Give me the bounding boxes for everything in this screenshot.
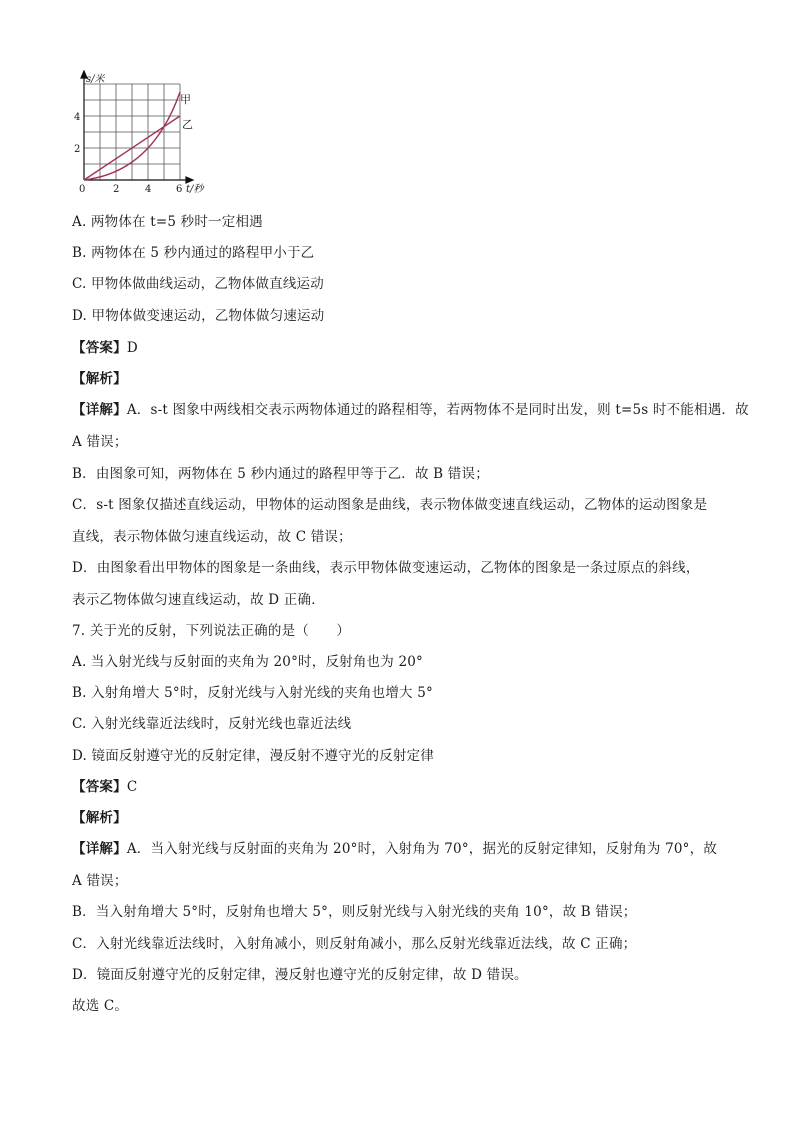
line-text: 表示乙物体做匀速直线运动，故 D 正确． <box>72 592 325 608</box>
line-text: A. 当入射光线与反射面的夹角为 20°时，反射角也为 20° <box>72 654 423 670</box>
text-line <box>72 338 138 358</box>
text-line <box>72 590 325 610</box>
text-line <box>72 621 350 641</box>
line-text: C．入射光线靠近法线时，入射角减小，则反射角减小，那么反射光线靠近法线，故 C 正确； <box>72 936 637 952</box>
curve-label-jia: 甲 <box>180 93 191 106</box>
text-line <box>72 871 128 891</box>
line-text: C. 入射光线靠近法线时，反射光线也靠近法线 <box>72 716 352 732</box>
text-line <box>72 996 128 1016</box>
text-line <box>72 808 127 828</box>
line-text: A．s-t 图象中两线相交表示两物体通过的路程相等，若两物体不是同时出发，则 t=5s 时不能相遇．故 <box>126 402 749 418</box>
line-text: A. 两物体在 t=5 秒时一定相遇 <box>72 214 263 230</box>
text-line <box>72 934 636 954</box>
x-tick-6: 6 <box>176 184 183 195</box>
text-line <box>72 306 324 326</box>
x-tick-2: 2 <box>113 184 120 195</box>
line-text: D. 甲物体做变速运动，乙物体做匀速运动 <box>72 308 325 324</box>
text-line <box>72 652 423 672</box>
graph-axes <box>81 71 193 183</box>
text-line <box>72 558 700 578</box>
x-tick-0: 0 <box>79 184 86 195</box>
text-line <box>72 777 137 797</box>
line-text: 直线，表示物体做匀速直线运动，故 C 错误； <box>72 529 352 545</box>
line-text: B．当入射角增大 5°时，反射角也增大 5°，则反射光线与入射光线的夹角 10°，故 B 错误； <box>72 904 637 920</box>
line-text: 故选 C。 <box>72 998 129 1014</box>
text-line <box>72 369 127 389</box>
text-line <box>72 839 717 859</box>
text-line <box>72 495 707 515</box>
section-tag: 【详解】 <box>72 841 127 857</box>
text-line <box>72 683 433 703</box>
text-line <box>72 902 637 922</box>
curve-label-yi: 乙 <box>182 118 193 131</box>
section-tag: 【答案】 <box>72 779 127 795</box>
text-line <box>72 527 352 547</box>
text-line <box>72 432 128 452</box>
text-line <box>72 714 351 734</box>
x-axis-label: t/秒 <box>186 184 204 195</box>
graph-grid <box>84 84 180 180</box>
section-tag: 【详解】 <box>72 402 127 418</box>
y-tick-4: 4 <box>74 112 81 123</box>
line-text: 7. 关于光的反射，下列说法正确的是（ ） <box>72 623 351 639</box>
text-line <box>72 746 434 766</box>
line-text: D <box>126 340 138 356</box>
line-text: D．镜面反射遵守光的反射定律，漫反射也遵守光的反射定律，故 D 错误。 <box>72 967 528 983</box>
line-text: C. 甲物体做曲线运动，乙物体做直线运动 <box>72 276 324 292</box>
y-axis-label: s/米 <box>86 74 105 85</box>
line-text: A．当入射光线与反射面的夹角为 20°时，入射角为 70°，据光的反射定律知，反射角为 70°，故 <box>126 841 718 857</box>
section-tag: 【解析】 <box>72 371 127 387</box>
text-line <box>72 243 314 263</box>
line-text: B．由图象可知，两物体在 5 秒内通过的路程甲等于乙．故 B 错误； <box>72 466 489 482</box>
text-line <box>72 400 749 420</box>
section-tag: 【解析】 <box>72 810 127 826</box>
line-text: B. 入射角增大 5°时，反射光线与入射光线的夹角也增大 5° <box>72 685 433 701</box>
line-text: A 错误； <box>72 873 128 889</box>
text-line <box>72 464 489 484</box>
y-tick-2: 2 <box>74 144 81 155</box>
line-text: B. 两物体在 5 秒内通过的路程甲小于乙 <box>72 245 315 261</box>
line-text: D. 镜面反射遵守光的反射定律，漫反射不遵守光的反射定律 <box>72 748 435 764</box>
section-tag: 【答案】 <box>72 340 127 356</box>
text-line <box>72 965 528 985</box>
line-text: A 错误； <box>72 434 128 450</box>
line-text: C．s-t 图象仅描述直线运动，甲物体的运动图象是曲线，表示物体做变速直线运动，乙物体的运动图象是 <box>72 497 708 513</box>
text-line <box>72 212 263 232</box>
x-tick-4: 4 <box>145 184 152 195</box>
line-text: D．由图象看出甲物体的图象是一条曲线，表示甲物体做变速运动，乙物体的图象是一条过原点的斜线， <box>72 560 700 576</box>
text-line <box>72 274 324 294</box>
line-text: C <box>126 779 138 795</box>
s-t-graph <box>70 70 220 198</box>
